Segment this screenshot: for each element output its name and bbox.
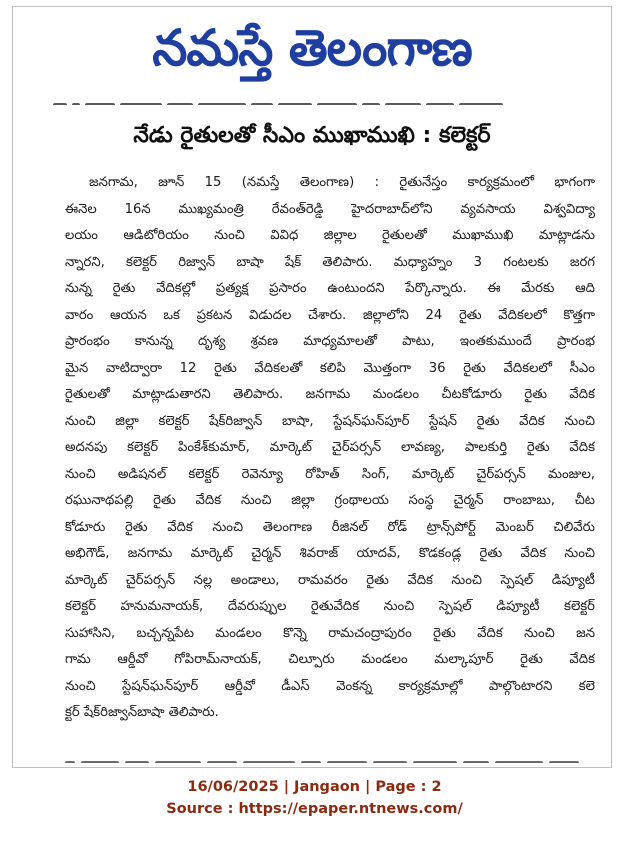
article-line: లయం ఆడిటోరియం నుంచి వివిధ జిల్లాల రైతులతో ముఖాముఖి మాట్లాడను [65,228,595,243]
newspaper-clipping [12,6,612,768]
article-line: నుంచి స్టేషన్‌ఘన్‌పూర్ ఆర్డీవో డీఎస్ వెంకన్న కార్యక్రమాల్లో పాల్గొంటారని కలె [65,678,595,694]
article-line: అదనపు కలెక్టర్ పింకేశ్‌కుమార్, మార్కెట్ చైర్‌పర్సన్ లావణ్య, పాలకుర్తి రైతు వేదిక [65,440,595,455]
article-line: వారం ఆయన ఒక ప్రకటన విడుదల చేశారు. జిల్లాలోని 24 రైతు వేదికలలో కొత్తగా [65,307,595,323]
article-line: గామ ఆర్డీవో గోపిరామ్‌నాయక్, చిల్పూరు మండలం మల్కాపూర్ రైతు వేదిక [65,652,595,667]
article-headline: నేడు రైతులతో సీఎం ముఖాముఖి : కలెక్టర్ [133,123,491,148]
article-line: మైన వాటిద్వారా 12 రైతు వేదికలతో కలిపి మొత్తంగా 36 రైతు వేదికలలో సీఎం [65,360,595,376]
masthead-logo: నమస్తే తెలంగాణ [152,19,472,77]
article-line: ప్రారంభం కానున్న దృశ్య శ్రవణ మాధ్యమాలతో పాటు, ఇంతకుముందే ప్రారంభ [65,334,595,349]
footer-source: Source : https://epaper.ntnews.com/ [166,801,463,817]
article-body [65,170,595,727]
article-line: నున్న రైతు వేదికల్లో ప్రత్యక్ష ప్రసారం ఉంటుందని పేర్కొన్నారు. ఈ మేరకు ఆది [65,281,595,296]
article-line: అభిగౌడ్, జనగామ మార్కెట్ చైర్మన్ శివరాజ్ యాదవ్, కొడకండ్ల రైతు వేదిక నుంచి [65,546,595,561]
article-line: కలెక్టర్ హనుమనాయక్, దేవరుప్పుల రైతువేదిక నుంచి స్పెషల్ డిప్యూటీ కలెక్టర్ [65,599,595,614]
article-line: కోడూరు రైతు వేదిక నుంచి తెలంగాణ రీజినల్ రోడ్ ట్రాన్స్‌పోర్ట్ మెంబర్ చిలివేరు [65,519,595,535]
footer-date-edition: 16/06/2025 | Jangaon | Page : 2 [187,779,442,795]
article-line: క్టర్ షేక్‌రిజ్వాన్‌బాషా తెలిపారు. [65,705,219,720]
cropped-text-strip-bottom [65,751,585,763]
article-line: న్నారని, కలెక్టర్ రిజ్వాన్ బాషా షేక్ తెలిపారు. మధ్యాహ్నం 3 గంటలకు జరగ [65,254,595,270]
clipping-footer [0,776,629,820]
article-line: రఘునాథపల్లి రైతు వేదిక నుంచి జిల్లా గ్రంథాలయ సంస్థ చైర్మన్ రాంబాబు, చీట [65,493,595,508]
article-line: మార్కెట్ చైర్‌పర్సన్ నల్ల అండాలు, రామవరం రైతు వేదిక నుంచి స్పెషల్ డిప్యూటీ [65,572,595,588]
article-line: నుంచి జిల్లా కలెక్టర్ షేక్‌రిజ్వాన్ బాషా, స్టేషన్‌ఘన్‌పూర్ స్టేషన్ రైతు వేదిక నుంచి [65,413,595,429]
article-line: సుహాసిని, బచ్చన్నపేట మండలం కొన్నె రామచంద్రాపురం రైతు వేదిక నుంచి జన [65,625,595,641]
article-line: నుంచి అడిషనల్ కలెక్టర్ రెవెన్యూ రోహిత్ సింగ్, మార్కెట్ చైర్‌పర్సన్ మంజుల, [65,466,595,482]
article-line: జనగామ, జూన్ 15 (నమస్తే తెలంగాణ) : రైతునేస్తం కార్యక్రమంలో భాగంగా [89,175,595,190]
article-line: రైతులతో మాట్లాడుతారని తెలిపారు. జనగామ మండలం చీటకోడూరు రైతు వేదిక [65,387,595,402]
cropped-text-strip [53,95,523,105]
article-line: ఈనెల 16న ముఖ్యమంత్రి రేవంత్‌రెడ్డి హైదరాబాద్‌లోని వ్యవసాయ విశ్వవిద్యా [65,201,595,217]
